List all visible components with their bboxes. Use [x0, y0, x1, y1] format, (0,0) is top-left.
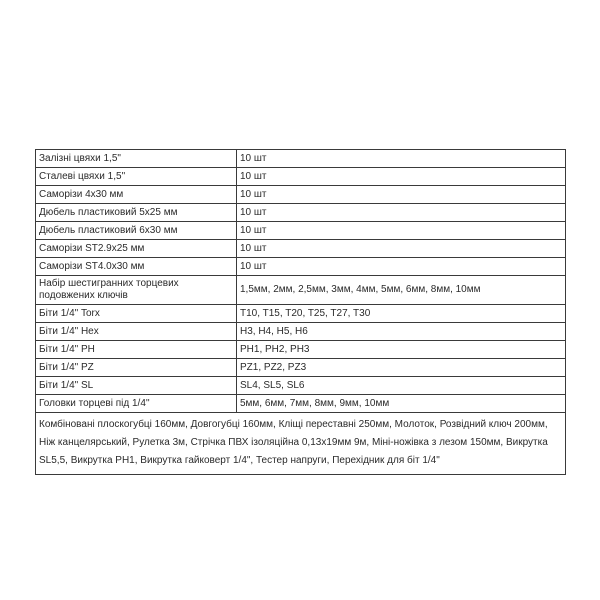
table-row: [36, 341, 566, 359]
item-value: 10 шт: [237, 222, 566, 240]
table-row: [36, 276, 566, 305]
item-name: Біти 1/4" Torx: [36, 305, 237, 323]
table-row: [36, 359, 566, 377]
table-row: [36, 305, 566, 323]
table-row: [36, 395, 566, 413]
item-name: Саморізи ST2.9х25 мм: [36, 240, 237, 258]
table-row: [36, 186, 566, 204]
item-name: Дюбель пластиковий 6х30 мм: [36, 222, 237, 240]
item-name: Біти 1/4" PH: [36, 341, 237, 359]
table-row-note: [36, 413, 566, 475]
item-value: T10, T15, T20, T25, T27, T30: [237, 305, 566, 323]
item-name: Саморізи 4х30 мм: [36, 186, 237, 204]
item-name: Сталеві цвяхи 1,5": [36, 168, 237, 186]
specification-table: [35, 149, 566, 475]
item-name: Головки торцеві під 1/4'': [36, 395, 237, 413]
item-name: Саморізи ST4.0х30 мм: [36, 258, 237, 276]
item-name: Біти 1/4" SL: [36, 377, 237, 395]
item-name: Дюбель пластиковий 5х25 мм: [36, 204, 237, 222]
table-row: [36, 323, 566, 341]
item-value: SL4, SL5, SL6: [237, 377, 566, 395]
item-name: Залізні цвяхи 1,5": [36, 150, 237, 168]
table-row: [36, 204, 566, 222]
kit-contents-note: Комбіновані плоскогубці 160мм, Довгогубці 160мм, Кліщі переставні 250мм, Молоток, Розвідний ключ 200мм, Ніж канцелярський, Рулетка 3м, Стрічка ПВХ ізоляційна 0,13х19мм 9м, Міні-ножівка з лезом 150мм, Викрутка SL5,5, Викрутка PH1, Викрутка гайковерт 1/4", Тестер напруги, Перехідник для біт 1/4": [36, 413, 566, 475]
item-value: 10 шт: [237, 204, 566, 222]
item-value: H3, H4, H5, H6: [237, 323, 566, 341]
item-value: 1,5мм, 2мм, 2,5мм, 3мм, 4мм, 5мм, 6мм, 8мм, 10мм: [237, 276, 566, 305]
item-value: PH1, PH2, PH3: [237, 341, 566, 359]
item-value: 10 шт: [237, 168, 566, 186]
item-value: PZ1, PZ2, PZ3: [237, 359, 566, 377]
item-name: Біти 1/4" PZ: [36, 359, 237, 377]
item-value: 10 шт: [237, 240, 566, 258]
table-row: [36, 222, 566, 240]
table-row: [36, 240, 566, 258]
item-value: 10 шт: [237, 150, 566, 168]
item-value: 10 шт: [237, 258, 566, 276]
item-name: Біти 1/4" Hex: [36, 323, 237, 341]
item-name: Набір шестигранних торцевих подовжених ключів: [36, 276, 237, 305]
table-row: [36, 150, 566, 168]
table-row: [36, 377, 566, 395]
item-value: 10 шт: [237, 186, 566, 204]
table-row: [36, 258, 566, 276]
table-row: [36, 168, 566, 186]
item-value: 5мм, 6мм, 7мм, 8мм, 9мм, 10мм: [237, 395, 566, 413]
